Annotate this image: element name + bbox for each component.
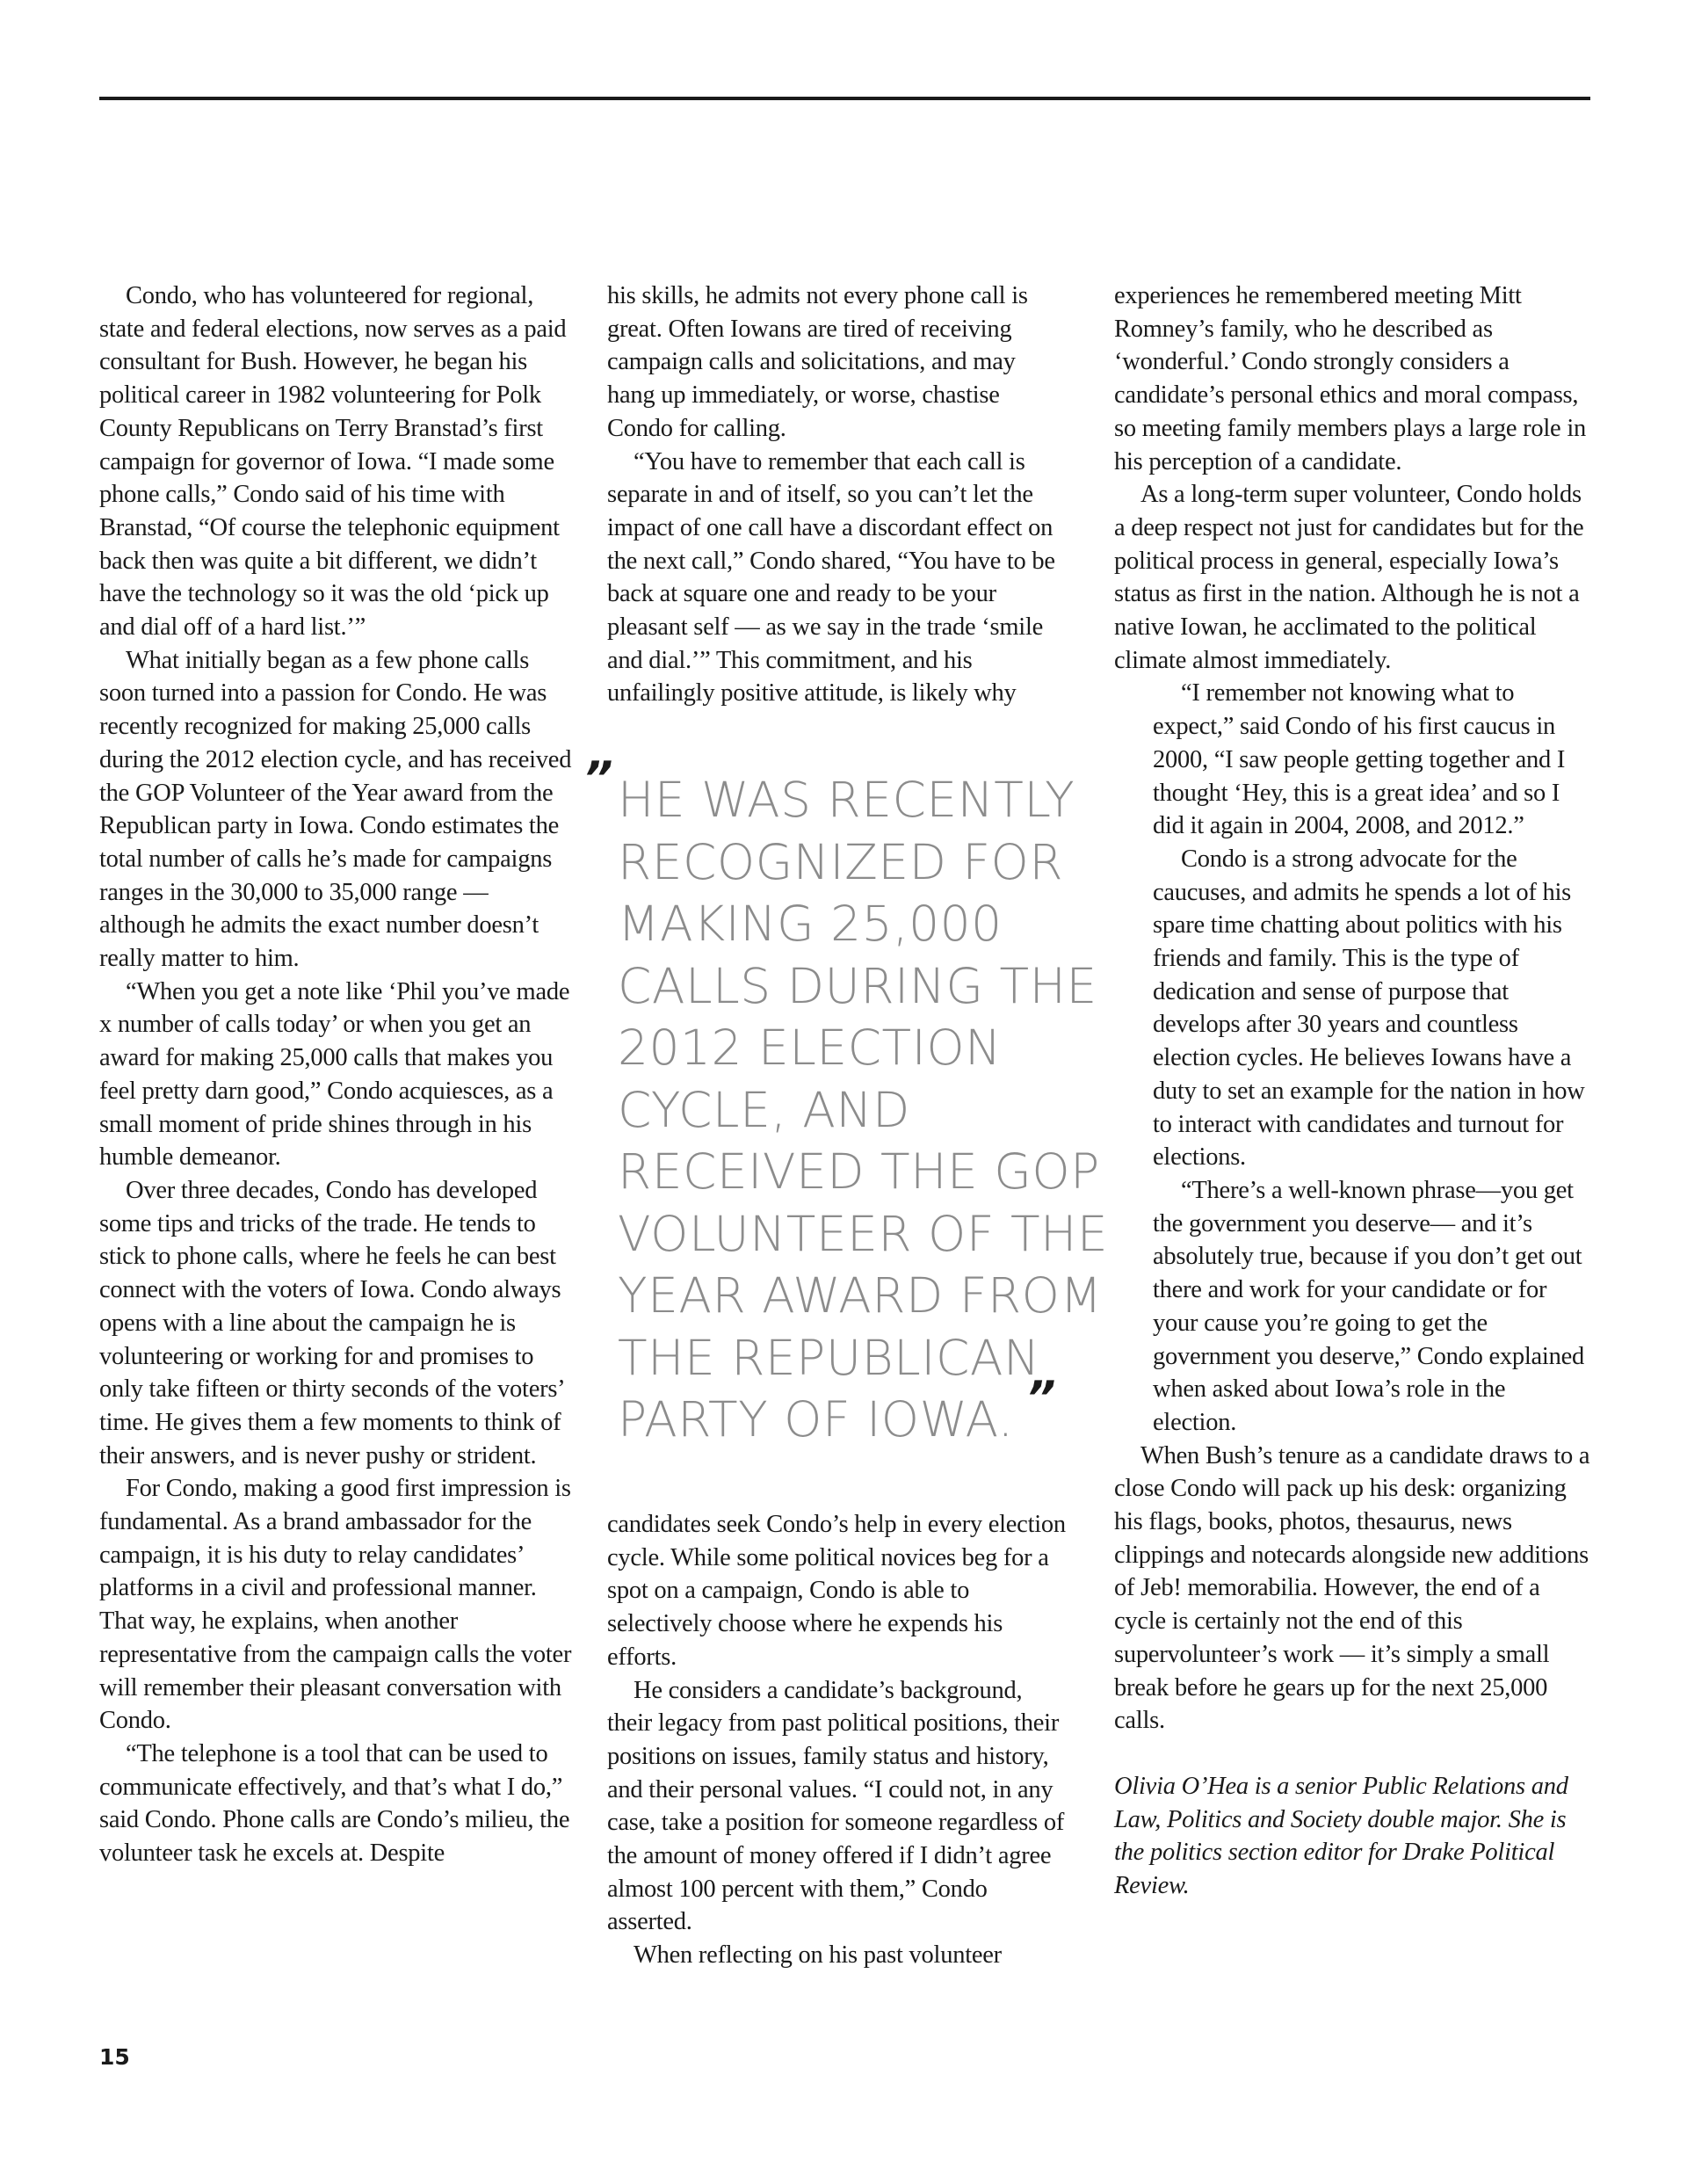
paragraph: “There’s a well-known phrase—you get the government you deserve— and it’s absolutely true, because if you don’t get out there and work for your candidate or for your cause you’re going to get the government you deserve,” Condo explained when asked about Iowa’s role in the election. [1153, 1176, 1584, 1436]
paragraph: Condo, who has volunteered for regional, state and federal elections, now serves as a paid consultant for Bush. However, he began his political career in 1982 volunteering for Polk County Republicans on Terry Branstad’s first campaign for governor of Iowa. “I made some phone calls,” Condo said of his time with Branstad, “Of course the telephonic equipment back then was quite a bit different, we didn’t have the technology so it was the old ‘pick up and dial off of a hard list.’” [99, 282, 567, 642]
paragraph: Condo is a strong advocate for the caucuses, and admits he spends a lot of his spare time chatting about politics with his friends and family. This is the type of dedication and sense of purpose that develops after 30 years and countless election cycles. He believes Iowans have a duty to set an example for the nation in how to interact with candidates and turnout for elections. [1153, 845, 1585, 1172]
author-byline: Olivia O’Hea is a senior Public Relations and Law, Politics and Society double major. She is the politics section editor for Drake Political Review. [1114, 1772, 1568, 1900]
pull-quote-line: RECEIVED THE GOP [618, 1143, 1100, 1200]
paragraph: his skills, he admits not every phone call is great. Often Iowans are tired of receiving campaign calls and solicitations, and may hang up immediately, or worse, chastise Condo for calling. [607, 282, 1028, 442]
paragraph: For Condo, making a good first impression is fundamental. As a brand ambassador for the campaign, it is his duty to relay candidates’ platforms in a civil and professional manner. That way, he explains, when another representative from the campaign calls the voter will remember their pleasant conversation with Condo. [99, 1475, 572, 1735]
page-number: 15 [99, 2044, 130, 2070]
article-column-2-top [607, 279, 1064, 710]
pull-quote-line: HE WAS RECENTLY [618, 772, 1075, 828]
paragraph: As a long-term super volunteer, Condo holds a deep respect not just for candidates but for the political process in general, especially Iowa’s status as first in the nation. Although he is not a native Iowan, he acclimated to the political climate almost immediately. [1114, 481, 1584, 674]
paragraph: What initially began as a few phone calls soon turned into a passion for Condo. He was recently recognized for making 25,000 calls during the 2012 election cycle, and has received the GOP Volunteer of the Year award from the Republican party in Iowa. Condo estimates the total number of calls he’s made for campaigns ranges in the 30,000 to 35,000 range — although he admits the exact number doesn’t really matter to him. [99, 646, 572, 973]
pull-quote [618, 769, 1110, 1451]
article-column-2-bottom [607, 1508, 1073, 1972]
pull-quote-line: YEAR AWARD FROM [618, 1267, 1103, 1324]
pull-quote-line: 2012 ELECTION [618, 1019, 1002, 1076]
paragraph: candidates seek Condo’s help in every election cycle. While some political novices beg for a spot on a campaign, Condo is able to selectively choose where he expends his efforts. [607, 1511, 1066, 1671]
paragraph: When reflecting on his past volunteer [634, 1941, 1002, 1970]
header-rule [99, 97, 1590, 100]
open-quote-mark: ” [583, 752, 613, 805]
paragraph: “The telephone is a tool that can be used to communicate effectively, and that’s what I do,” said Condo. Phone calls are Condo’s milieu, the volunteer task he excels at. Despite [99, 1739, 570, 1868]
paragraph: He considers a candidate’s background, their legacy from past political positions, their positions on issues, family status and history, and their personal values. “I could not, in any case, take a position for someone regardless of the amount of money offered if I didn’t agree almost 100 percent with them,” Condo asserted. [607, 1676, 1065, 1936]
pull-quote-line: RECOGNIZED FOR [618, 833, 1064, 890]
pull-quote-line: CALLS DURING THE [618, 957, 1097, 1014]
pull-quote-line: MAKING 25,000 [618, 896, 1003, 952]
paragraph: Over three decades, Condo has developed some tips and tricks of the trade. He tends to stick to phone calls, where he feels he can best connect with the voters of Iowa. Condo always opens with a line about the campaign he is volunteering or working for and promises to only take fifteen or thirty seconds of the voters’ time. He gives them a few moments to think of their answers, and is never pushy or strident. [99, 1176, 564, 1469]
article-column-1 [99, 279, 578, 1870]
article-column-3 [1114, 279, 1593, 1903]
paragraph: “When you get a note like ‘Phil you’ve made x number of calls today’ or when you get an award for making 25,000 calls that makes you feel pretty darn good,” Condo acquiesces, as a small moment of pride shines through in his humble demeanor. [99, 977, 570, 1172]
paragraph: “You have to remember that each call is separate in and of itself, so you can’t let the impact of one call have a discordant effect on the next call,” Condo shared, “You have to be back at square one and ready to be your pleasant self — as we say in the trade ‘smile and dial.’” This commitment, and his unfailingly positive attitude, is likely why [607, 447, 1055, 707]
pull-quote-line: THE REPUBLICAN [618, 1329, 1040, 1386]
paragraph: experiences he remembered meeting Mitt Romney’s family, who he described as ‘wonderful.’ Condo strongly considers a candidate’s personal ethics and moral compass, so meeting family members plays a large role in his perception of a candidate. [1114, 282, 1586, 475]
close-quote-mark: ” [1026, 1372, 1056, 1425]
paragraph: “I remember not knowing what to expect,” said Condo of his first caucus in 2000, “I saw people getting together and I thought ‘Hey, this is a great idea’ and so I did it again in 2004, 2008, and 2012.” [1153, 679, 1566, 840]
pull-quote-line: CYCLE, AND [618, 1081, 910, 1138]
paragraph: When Bush’s tenure as a candidate draws to a close Condo will pack up his desk: organizing his flags, books, photos, thesaurus, news clippings and notecards alongside new additions of Jeb! memorabilia. However, the end of a cycle is certainly not the end of this supervolunteer’s work — it’s simply a small break before he gears up for the next 25,000 calls. [1114, 1441, 1590, 1735]
pull-quote-line: PARTY OF IOWA. [618, 1391, 1014, 1448]
pull-quote-line: VOLUNTEER OF THE [618, 1205, 1109, 1262]
